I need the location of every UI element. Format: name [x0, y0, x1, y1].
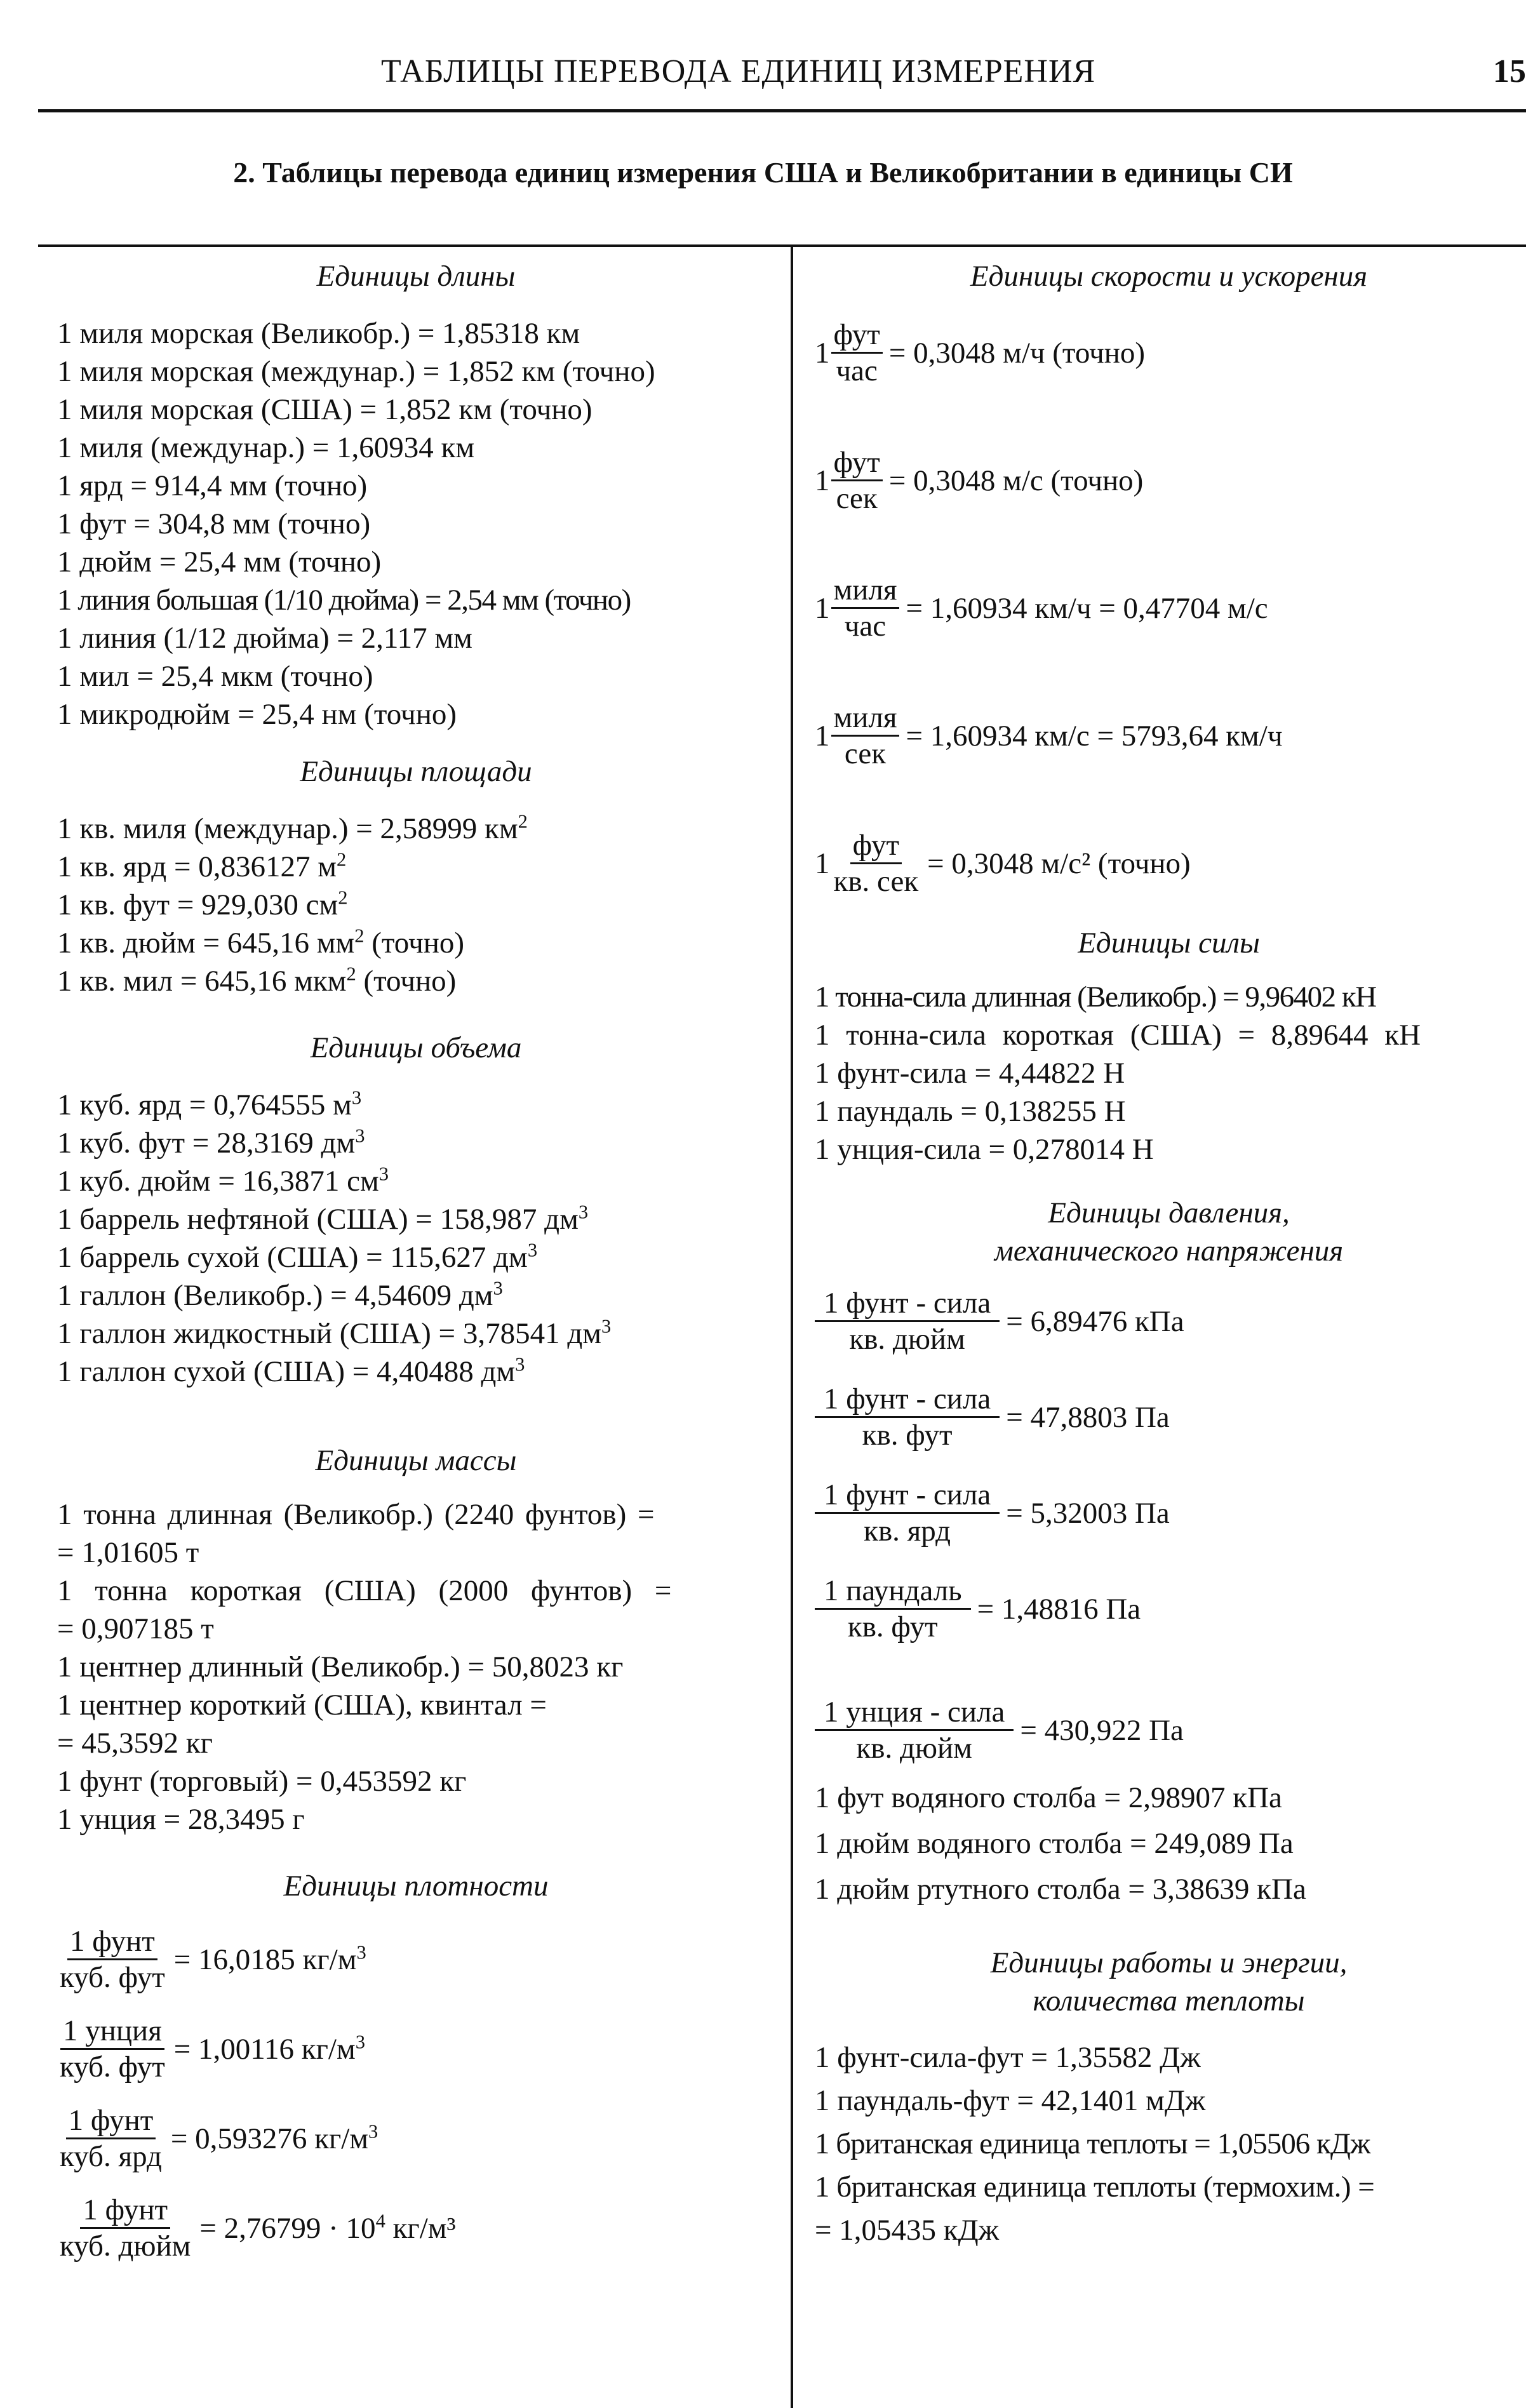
force-list [815, 978, 1523, 1168]
pressure-column-item: 1 дюйм ртутного столба = 3,38639 кПа [815, 1873, 1306, 1906]
energy-item: 1 британская единица теплоты (термохим.) = [815, 2171, 1375, 2204]
fraction-denominator: кв. сек [833, 865, 919, 898]
length-title: Единицы длины [316, 260, 516, 293]
fraction-numerator: 1 фунт [66, 2103, 156, 2139]
fraction-denominator: куб. фут [60, 2050, 165, 2084]
pressure-title-line2: механического напряжения [994, 1234, 1344, 1268]
mass-line: 1 унция = 28,3495 г [57, 1803, 305, 1836]
length-item: 1 мил = 25,4 мкм (точно) [57, 660, 373, 693]
fraction-denominator: час [836, 354, 878, 387]
mass-list [57, 1495, 775, 1838]
page-number: 15 [1493, 53, 1526, 90]
area-item: 1 кв. миля (междунар.) = 2,58999 $км^2$ [57, 810, 528, 845]
force-item: 1 фунт-сила = 4,44822 Н [815, 1057, 1125, 1090]
area-item: 1 кв. фут = 929,030 $см^2$ [57, 886, 348, 921]
fraction-denominator: куб. дюйм [60, 2230, 191, 2263]
length-list [57, 314, 775, 733]
area-item: 1 кв. дюйм = 645,16 $мм^2$ (точно) [57, 925, 465, 960]
energy-item: 1 фунт-сила-фут = 1,35582 Дж [815, 2041, 1201, 2074]
length-item: 1 фут = 304,8 мм (точно) [57, 507, 371, 540]
force-item: 1 тонна-сила короткая (США) = 8,89644 кН [815, 1019, 1421, 1052]
length-item: 1 линия (1/12 дюйма) = 2,117 мм [57, 622, 472, 655]
speed-title: Единицы скорости и ускорения [970, 260, 1368, 293]
force-item: 1 унция-сила = 0,278014 Н [815, 1133, 1154, 1166]
fraction-numerator: 1 унция [60, 2014, 164, 2050]
fraction-numerator: миля [831, 700, 900, 737]
area-list [57, 810, 775, 1000]
fraction-numerator: фут [850, 828, 902, 864]
speed-item: 1 $\frac{\text{миля}}{\text{сек}}$ = 1,60934 км/с = 5793,64 км/ч [815, 701, 1283, 770]
length-item: 1 микродюйм = 25,4 нм (точно) [57, 698, 457, 731]
fraction-numerator: 1 фунт [80, 2193, 170, 2229]
speed-list [815, 318, 1523, 899]
energy-item: 1 паундаль-фут = 42,1401 мДж [815, 2084, 1206, 2117]
volume-item: 1 баррель сухой (США) = 115,627 $дм^3$ [57, 1239, 538, 1274]
volume-item: 1 галлон сухой (США) = 4,40488 $дм^3$ [57, 1353, 525, 1388]
volume-item: 1 куб. дюйм = 16,3871 $см^3$ [57, 1163, 389, 1198]
force-title: Единицы силы [1078, 926, 1260, 960]
pressure-item: $\frac{\text{1 фунт - сила}}{\text{кв. дюйм}}$ = 6,89476 кПа [815, 1286, 1523, 1356]
volume-title: Единицы объема [310, 1031, 522, 1064]
mass-line: = 0,907185 т [57, 1612, 214, 1645]
mass-line: = 1,01605 т [57, 1536, 199, 1569]
right-column [815, 244, 1523, 2252]
mass-line: 1 тонна короткая (США) (2000 фунтов) = [57, 1574, 672, 1607]
area-item: 1 кв. мил = 645,16 мкм$^2$ (точно) [57, 963, 457, 998]
density-title: Единицы плотности [283, 1870, 549, 1903]
pressure-item: $\frac{\text{1 фунт - сила}}{\text{кв. фут}}$ = 47,8803 Па [815, 1382, 1523, 1452]
fraction-numerator: 1 паундаль [815, 1574, 971, 1610]
mass-line: 1 центнер длинный (Великобр.) = 50,8023 кг [57, 1650, 624, 1683]
fraction-denominator: кв. фут [862, 1419, 953, 1452]
volume-item: 1 галлон жидкостный (США) = 3,78541 $дм^3$ [57, 1315, 612, 1350]
column-divider [791, 246, 793, 2408]
fraction-denominator: кв. дюйм [856, 1732, 972, 1765]
mass-title: Единицы массы [315, 1444, 517, 1477]
mass-line: 1 фунт (торговый) = 0,453592 кг [57, 1765, 467, 1798]
page-header [0, 35, 1526, 117]
volume-item: 1 баррель нефтяной (США) = 158,987 $дм^3$ [57, 1201, 589, 1236]
speed-item: 1 $\frac{\text{миля}}{\text{час}}$ = 1,60934 км/ч = 0,47704 м/с [815, 573, 1268, 643]
length-item: 1 линия большая (1/10 дюйма) = 2,54 мм (точно) [57, 584, 631, 617]
fraction-numerator: 1 унция - сила [815, 1695, 1014, 1731]
energy-list [815, 2036, 1523, 2252]
pressure-item: $\frac{\text{1 паундаль}}{\text{кв. фут}}$ = 1,48816 Па [815, 1574, 1523, 1644]
length-item: 1 миля морская (Великобр.) = 1,85318 км [57, 317, 580, 350]
pressure-column-item: 1 фут водяного столба = 2,98907 кПа [815, 1781, 1282, 1814]
fraction-numerator: 1 фунт [67, 1924, 157, 1960]
density-item: $\frac{\text{1 фунт}}{\text{куб. ярд}}$ = 0,593276 $кг/м^3$ [57, 2103, 775, 2174]
pressure-column-item: 1 дюйм водяного столба = 249,089 Па [815, 1827, 1294, 1860]
volume-item: 1 галлон (Великобр.) = 4,54609 $дм^3$ [57, 1277, 503, 1312]
mass-line: 1 центнер короткий (США), квинтал = [57, 1689, 547, 1722]
energy-item: 1 британская единица теплоты = 1,05506 кДж [815, 2127, 1370, 2160]
force-item: 1 паундаль = 0,138255 Н [815, 1095, 1126, 1128]
speed-item: 1 $\frac{\text{фут}}{\text{час}}$ = 0,3048 м/ч (точно) [815, 318, 1146, 387]
fraction-denominator: кв. ярд [864, 1515, 951, 1548]
length-item: 1 миля морская (междунар.) = 1,852 км (точно) [57, 355, 655, 388]
length-item: 1 миля (междунар.) = 1,60934 км [57, 431, 475, 464]
pressure-fraction-list [815, 1286, 1523, 1765]
area-title: Единицы площади [300, 755, 532, 788]
pressure-title-line1: Единицы давления, [1048, 1196, 1290, 1229]
length-item: 1 ярд = 914,4 мм (точно) [57, 469, 368, 502]
mass-line: = 45,3592 кг [57, 1727, 213, 1760]
mass-line: 1 тонна длинная (Великобр.) (2240 фунтов) = [57, 1498, 655, 1531]
force-item: 1 тонна-сила длинная (Великобр.) = 9,96402 кН [815, 980, 1376, 1013]
fraction-denominator: сек [844, 737, 887, 770]
fraction-denominator: куб. ярд [60, 2140, 162, 2173]
fraction-denominator: куб. фут [60, 1961, 165, 1994]
pressure-list [815, 1775, 1523, 1912]
left-column [57, 244, 775, 2263]
fraction-numerator: фут [831, 318, 883, 354]
volume-item: 1 куб. ярд = 0,764555 $м^3$ [57, 1087, 362, 1121]
length-item: 1 дюйм = 25,4 мм (точно) [57, 545, 382, 579]
volume-item: 1 куб. фут = 28,3169 $дм^3$ [57, 1125, 365, 1160]
speed-item: 1 $\frac{\text{фут}}{\text{кв. сек}}$ = 0,3048 м/с² (точно) [815, 829, 1191, 898]
section-title: 2. Таблицы перевода единиц измерения США и Великобритании в единицы СИ [233, 156, 1293, 189]
volume-list [57, 1086, 775, 1391]
fraction-numerator: 1 фунт - сила [815, 1286, 1000, 1322]
fraction-numerator: фут [831, 445, 883, 481]
energy-title-line2: количества теплоты [1033, 1984, 1305, 2017]
density-item: $\frac{\text{1 фунт}}{\text{куб. дюйм}}$ = $2,76799 \cdot 10^4$ кг/м³ [57, 2193, 775, 2263]
fraction-numerator: 1 фунт - сила [815, 1382, 1000, 1418]
header-rule [38, 109, 1526, 112]
fraction-numerator: 1 фунт - сила [815, 1478, 1000, 1514]
area-item: 1 кв. ярд = 0,836127 $м^2$ [57, 848, 347, 883]
density-item: $\frac{\text{1 фунт}}{\text{куб. фут}}$ = 16,0185 $кг/м^3$ [57, 1924, 775, 1995]
energy-title-line1: Единицы работы и энергии, [990, 1946, 1348, 1979]
fraction-numerator: миля [831, 573, 900, 609]
density-item: $\frac{\text{1 унция}}{\text{куб. фут}}$ = 1,00116 $кг/м^3$ [57, 2014, 775, 2084]
length-item: 1 миля морская (США) = 1,852 км (точно) [57, 393, 592, 426]
fraction-denominator: час [844, 610, 887, 643]
pressure-item: $\frac{\text{1 унция - сила}}{\text{кв. дюйм}}$ = 430,922 Па [815, 1695, 1523, 1765]
speed-item: 1 $\frac{\text{фут}}{\text{сек}}$ = 0,3048 м/с (точно) [815, 446, 1144, 515]
running-title: ТАБЛИЦЫ ПЕРЕВОДА ЕДИНИЦ ИЗМЕРЕНИЯ [381, 53, 1096, 90]
energy-item: = 1,05435 кДж [815, 2214, 1000, 2247]
fraction-denominator: сек [836, 482, 878, 515]
pressure-item: $\frac{\text{1 фунт - сила}}{\text{кв. ярд}}$ = 5,32003 Па [815, 1478, 1523, 1548]
fraction-denominator: кв. фут [847, 1610, 938, 1643]
fraction-denominator: кв. дюйм [849, 1323, 965, 1356]
density-list [57, 1924, 775, 2263]
